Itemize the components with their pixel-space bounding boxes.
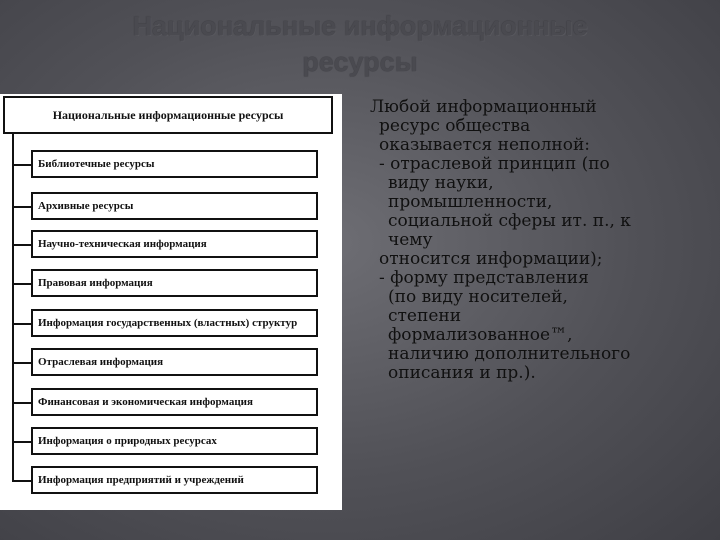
resources-diagram (0, 94, 342, 510)
slide-title (0, 8, 720, 80)
diagram-box-legal: Правовая информация (31, 269, 318, 297)
diagram-connector-branch (12, 323, 31, 325)
diagram-connector-branch (12, 206, 31, 208)
text-line: относится информации); (379, 249, 603, 269)
slide-text (370, 98, 710, 383)
diagram-box-government: Информация государственных (властных) структур (31, 309, 318, 337)
text-line: описания и пр.). (388, 363, 536, 383)
text-line: - форму представления (379, 268, 589, 288)
text-line: Любой информационный (370, 97, 597, 117)
diagram-connector-branch (12, 244, 31, 246)
text-line: социальной сферы ит. п., к (388, 211, 631, 231)
diagram-box-industry: Отраслевая информация (31, 348, 318, 376)
slide-title-line-2: ресурсы (302, 47, 418, 77)
diagram-box-natural: Информация о природных ресурсах (31, 427, 318, 455)
diagram-box-financial: Финансовая и экономическая информация (31, 388, 318, 416)
diagram-box-archive: Архивные ресурсы (31, 192, 318, 220)
diagram-connector-branch (12, 402, 31, 404)
slide-title-line-1: Национальные информационные (132, 11, 588, 41)
text-line: ресурс общества (379, 116, 531, 136)
text-line: (по виду носителей, (388, 287, 568, 307)
diagram-connector-branch (12, 480, 31, 482)
text-line: чему (388, 230, 433, 250)
text-line: формализованное™, (388, 325, 573, 345)
diagram-connector-branch (12, 164, 31, 166)
text-line: промышленности, (388, 192, 553, 212)
text-line: - отраслевой принцип (по (379, 154, 610, 174)
text-line: виду науки, (388, 173, 494, 193)
text-line: наличию дополнительного (388, 344, 631, 364)
diagram-box-scientific: Научно-техническая информация (31, 230, 318, 258)
diagram-box-library: Библиотечные ресурсы (31, 150, 318, 178)
diagram-connector-branch (12, 362, 31, 364)
text-line: степени (388, 306, 462, 326)
diagram-header: Национальные информационные ресурсы (3, 96, 333, 134)
diagram-connector-branch (12, 283, 31, 285)
diagram-connector-trunk (12, 134, 14, 480)
diagram-box-enterprises: Информация предприятий и учреждений (31, 466, 318, 494)
text-line: оказывается неполной: (379, 135, 590, 155)
diagram-connector-branch (12, 441, 31, 443)
